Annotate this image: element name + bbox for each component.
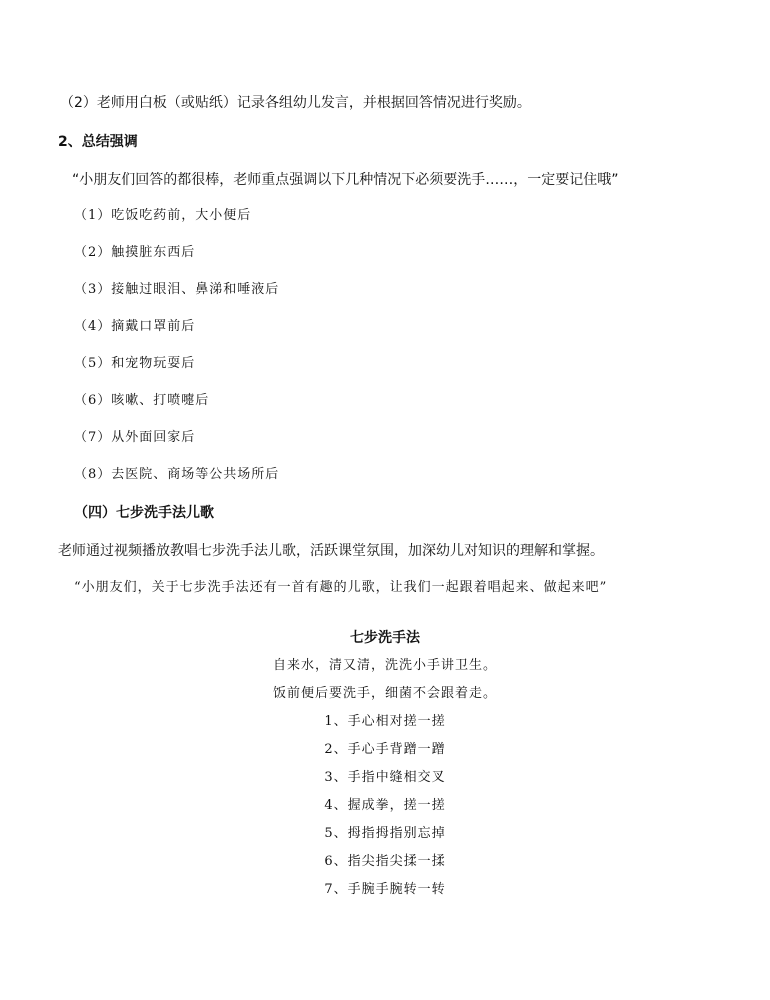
list-item: （7）从外面回家后 bbox=[74, 430, 196, 445]
top-note: （2）老师用白板（或贴纸）记录各组幼儿发言，并根据回答情况进行奖励。 bbox=[60, 95, 531, 111]
section-heading-summary: 2、总结强调 bbox=[58, 134, 138, 150]
list-item: （6）咳嗽、打喷嚏后 bbox=[74, 393, 210, 408]
song-intro: 老师通过视频播放教唱七步洗手法儿歌，活跃课堂氛围，加深幼儿对知识的理解和掌握。 bbox=[58, 543, 604, 559]
song-line: 3、手指中缝相交叉 bbox=[324, 770, 446, 785]
song-line: 4、握成拳，搓一搓 bbox=[324, 798, 446, 813]
list-item: （1）吃饭吃药前，大小便后 bbox=[74, 208, 252, 223]
list-item: （2）触摸脏东西后 bbox=[74, 245, 196, 260]
song-line: 1、手心相对搓一搓 bbox=[324, 714, 446, 729]
song-line: 2、手心手背蹭一蹭 bbox=[324, 742, 446, 757]
section-heading-song: （四）七步洗手法儿歌 bbox=[74, 505, 214, 521]
song-line: 7、手腕手腕转一转 bbox=[324, 882, 446, 897]
song-title: 七步洗手法 bbox=[350, 630, 420, 646]
list-item: （4）摘戴口罩前后 bbox=[74, 319, 196, 334]
song-line: 6、指尖指尖揉一揉 bbox=[324, 854, 446, 869]
song-line: 5、拇指拇指别忘掉 bbox=[324, 826, 446, 841]
summary-quote: “小朋友们回答的都很棒，老师重点强调以下几种情况下必须要洗手……，一定要记住哦” bbox=[72, 172, 619, 188]
list-item: （8）去医院、商场等公共场所后 bbox=[74, 467, 280, 482]
list-item: （5）和宠物玩耍后 bbox=[74, 356, 196, 371]
song-line: 自来水，清又清，洗洗小手讲卫生。 bbox=[272, 658, 497, 673]
song-line: 饭前便后要洗手，细菌不会跟着走。 bbox=[272, 686, 497, 701]
song-quote: “小朋友们，关于七步洗手法还有一首有趣的儿歌，让我们一起跟着唱起来、做起来吧” bbox=[74, 580, 608, 595]
list-item: （3）接触过眼泪、鼻涕和唾液后 bbox=[74, 282, 280, 297]
